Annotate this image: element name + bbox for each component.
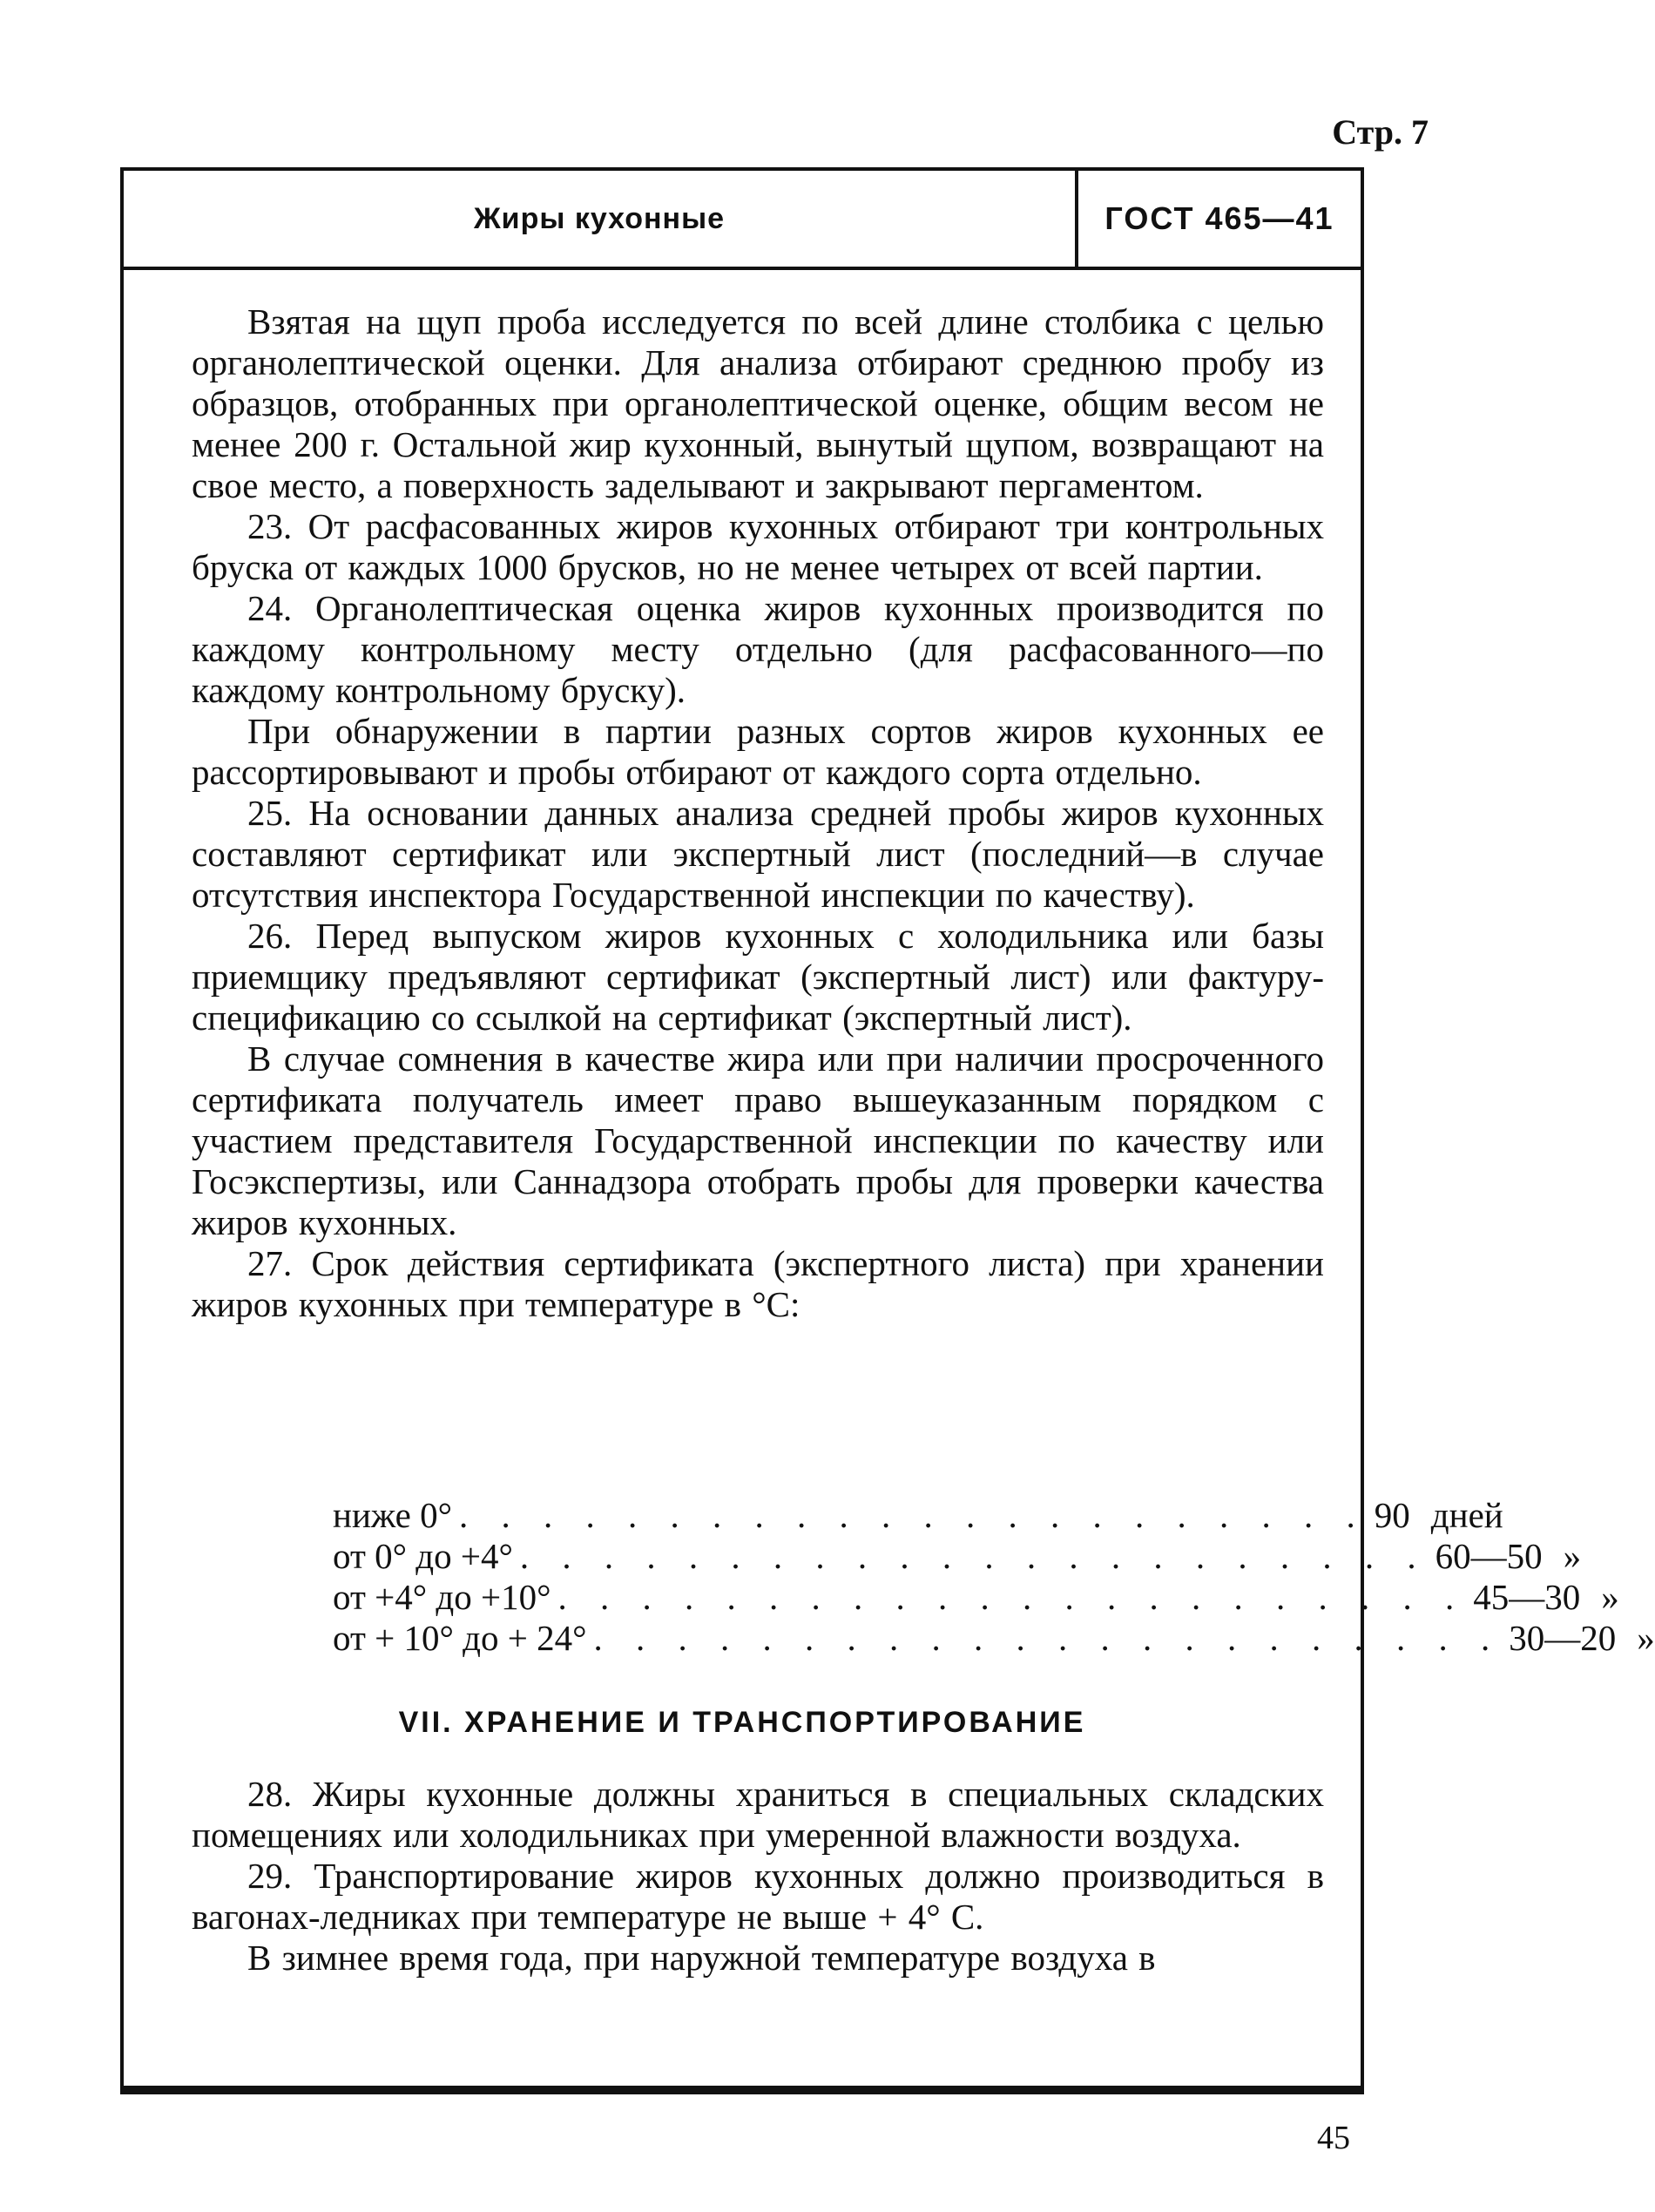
storage-term-row [333,1536,1582,1577]
temperature-range: от +4° до +10° [333,1577,551,1617]
term-days: 60—50 [1435,1536,1543,1576]
body-text [192,301,1324,1325]
paragraph: 25. На основании данных анализа средней пробы жиров кухонных составляют сертификат или экспертный лист (последний—в случае отсутствия инспектора Государственной инспекции по качеству). [192,793,1324,915]
leader-dots: . . . . . . . . . . . . . . . . . . . . . . [519,1536,1429,1576]
paragraph: Взятая на щуп проба исследуется по всей длине столбика с целью органолептической оценки. Для анализа отбирают среднюю пробу из образцов, отобранных при органолептической оценке, общим весом не менее 200 г. Остальной жир кухонный, вынутый щупом, возвращают на свое место, а поверхность заделывают и закрывают пергаментом. [192,301,1324,505]
page-number-top: Стр. 7 [1332,112,1429,152]
paragraph: В случае сомнения в качестве жира или при наличии просроченного сертификата получатель имеет право вышеуказанным порядком с участием представителя Государственной инспекции по качеству или Госэкспертизы, или Саннадзора отобрать пробы для проверки качества жиров кухонных. [192,1038,1324,1242]
page-number-bottom: 45 [1317,2120,1350,2156]
body-text-section-7 [192,1774,1324,1979]
temperature-range: от + 10° до + 24° [333,1618,587,1658]
storage-term-row [333,1618,1655,1659]
term-days: 30—20 [1509,1618,1617,1658]
term-unit: дней [1430,1495,1503,1535]
term-days: 90 [1374,1495,1410,1535]
temperature-range: от 0° до +4° [333,1536,513,1576]
temperature-range: ниже 0° [333,1495,453,1535]
leader-dots: . . . . . . . . . . . . . . . . . . . . . . [593,1618,1503,1658]
paragraph: 23. От расфасованных жиров кухонных отбирают три контрольных бруска от каждых 1000 брусков, но не менее четырех от всей партии. [192,506,1324,587]
leader-dots: . . . . . . . . . . . . . . . . . . . . . . [557,1577,1467,1617]
section-heading: VII. ХРАНЕНИЕ И ТРАНСПОРТИРОВАНИЕ [398,1706,1086,1739]
storage-term-row [333,1577,1619,1618]
paragraph: 29. Транспортирование жиров кухонных должно производиться в вагонах-ледниках при температуре не выше + 4° С. [192,1856,1324,1937]
term-unit: » [1637,1618,1655,1658]
header-title: Жиры кухонные [124,171,1078,267]
page-frame [120,167,1655,2094]
paragraph: При обнаружении в партии разных сортов жиров кухонных ее рассортировывают и пробы отбирают от каждого сорта отдельно. [192,711,1324,792]
term-unit: » [1601,1577,1619,1617]
paragraph: В зимнее время года, при наружной температуре воздуха в [247,1938,1156,1978]
paragraph: 26. Перед выпуском жиров кухонных с холодильника или базы приемщику предъявляют сертификат (экспертный лист) или фактуру-спецификацию со ссылкой на сертификат (экспертный лист). [192,916,1324,1038]
term-unit: » [1563,1536,1582,1576]
paragraph: 24. Органолептическая оценка жиров кухонных производится по каждому контрольному месту отдельно (для расфасованного—по каждому контрольному бруску). [192,588,1324,710]
header-standard: ГОСТ 465—41 [1104,200,1334,236]
paragraph: 27. Срок действия сертификата (экспертного листа) при хранении жиров кухонных при температуре в °С: [192,1243,1324,1324]
leader-dots: . . . . . . . . . . . . . . . . . . . . . . [459,1495,1368,1535]
header-band [124,171,1361,270]
storage-term-row [333,1495,1503,1536]
paragraph: 28. Жиры кухонные должны храниться в специальных складских помещениях или холодильниках при умеренной влажности воздуха. [192,1774,1324,1855]
storage-terms-list [333,1495,1655,1659]
term-days: 45—30 [1473,1577,1581,1617]
